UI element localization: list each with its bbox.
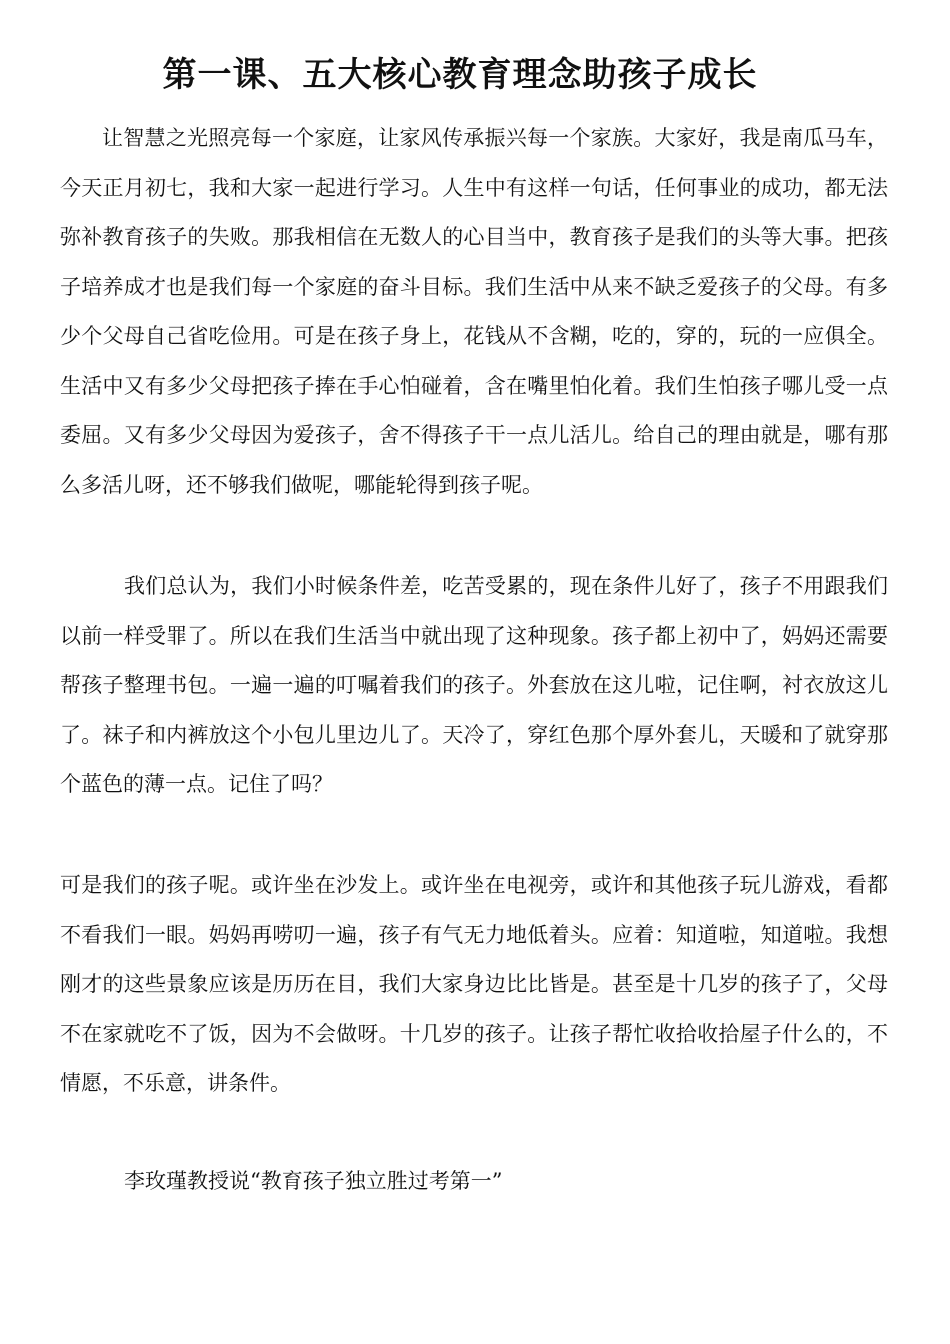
- paragraph-2: 我们总认为，我们小时候条件差，吃苦受累的，现在条件儿好了，孩子不用跟我们以前一样受罪了。所以在我们生活当中就出现了这种现象。孩子都上初中了，妈妈还需要帮孩子整理书包。一遍一遍的叮嘱着我们的孩子。外套放在这儿啦，记住啊，衬衣放这儿了。袜子和内裤放这个小包儿里边儿了。天冷了，穿红色那个厚外套儿，天暖和了就穿那个蓝色的薄一点。记住了吗？: [60, 574, 888, 796]
- paragraph-3: 可是我们的孩子呢。或许坐在沙发上。或许坐在电视旁，或许和其他孩子玩儿游戏，看都不看我们一眼。妈妈再唠叨一遍，孩子有气无力地低着头。应着：知道啦，知道啦。我想刚才的这些景象应该是历历在目，我们大家身边比比皆是。甚至是十几岁的孩子了，父母不在家就吃不了饭，因为不会做呀。十几岁的孩子。让孩子帮忙收拾收拾屋子什么的，不情愿，不乐意，讲条件。: [60, 873, 888, 1095]
- paragraph-1: 让智慧之光照亮每一个家庭，让家风传承振兴每一个家族。大家好，我是南瓜马车，今天正月初七，我和大家一起进行学习。人生中有这样一句话，任何事业的成功，都无法弥补教育孩子的失败。那我相信在无数人的心目当中，教育孩子是我们的头等大事。把孩子培养成才也是我们每一个家庭的奋斗目标。我们生活中从来不缺乏爱孩子的父母。有多少个父母自己省吃俭用。可是在孩子身上，花钱从不含糊，吃的，穿的，玩的一应俱全。生活中又有多少父母把孩子捧在手心怕碰着，含在嘴里怕化着。我们生怕孩子哪儿受一点委屈。又有多少父母因为爱孩子，舍不得孩子干一点儿活儿。给自己的理由就是，哪有那么多活儿呀，还不够我们做呢，哪能轮得到孩子呢。: [60, 126, 888, 497]
- paragraph-4: 李玫瑾教授说“教育孩子独立胜过考第一”: [124, 1169, 503, 1193]
- page-title: 第一课、五大核心教育理念助孩子成长: [162, 54, 758, 95]
